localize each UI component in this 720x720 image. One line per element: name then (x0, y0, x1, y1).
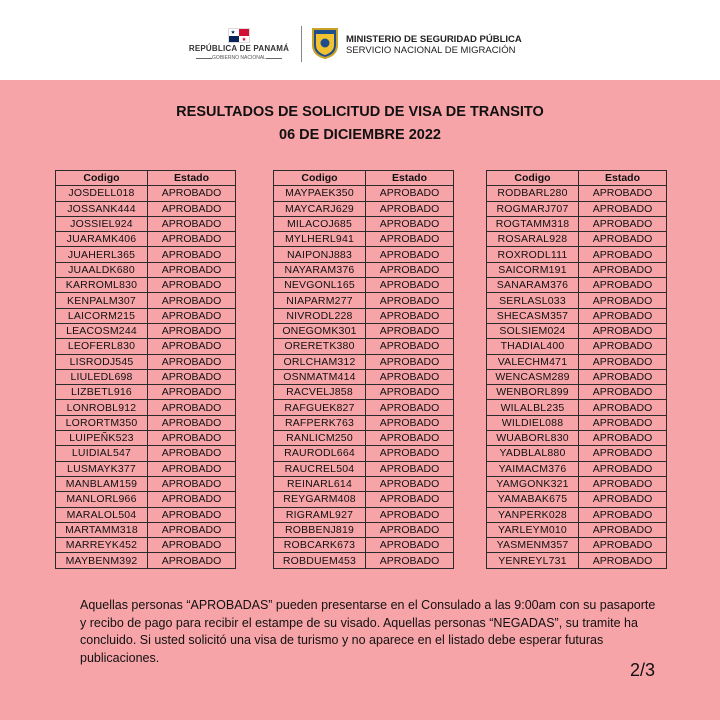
row-status: APROBADO (366, 385, 454, 400)
row-code: LUIDIAL547 (56, 446, 148, 461)
table-row (274, 522, 454, 537)
row-status: APROBADO (579, 476, 667, 491)
row-status: APROBADO (366, 262, 454, 277)
row-code: RANLICM250 (274, 431, 366, 446)
row-code: ROGMARJ707 (487, 201, 579, 216)
row-status: APROBADO (148, 278, 236, 293)
row-code: LAICORM215 (56, 308, 148, 323)
panama-flag-icon (228, 28, 250, 43)
row-status: APROBADO (148, 522, 236, 537)
table-row (274, 507, 454, 522)
table-row (487, 216, 667, 231)
table-row (487, 232, 667, 247)
table-row (487, 476, 667, 491)
row-status: APROBADO (366, 400, 454, 415)
row-code: JUAALDK680 (56, 262, 148, 277)
table-row (274, 339, 454, 354)
row-status: APROBADO (366, 446, 454, 461)
table-row (56, 247, 236, 262)
table-row (56, 446, 236, 461)
row-status: APROBADO (148, 400, 236, 415)
table-row (56, 461, 236, 476)
row-status: APROBADO (579, 354, 667, 369)
row-status: APROBADO (579, 186, 667, 201)
column-header-code: Codigo (274, 171, 366, 186)
row-code: NIVRODL228 (274, 308, 366, 323)
table-row (274, 354, 454, 369)
table-row (487, 262, 667, 277)
row-code: JOSDELL018 (56, 186, 148, 201)
table-row (56, 186, 236, 201)
row-status: APROBADO (579, 446, 667, 461)
table-row (274, 492, 454, 507)
table-row (56, 216, 236, 231)
row-status: APROBADO (579, 201, 667, 216)
row-code: WUABORL830 (487, 431, 579, 446)
row-status: APROBADO (579, 492, 667, 507)
row-code: MARALOL504 (56, 507, 148, 522)
row-code: SOLSIEM024 (487, 323, 579, 338)
row-status: APROBADO (579, 400, 667, 415)
table-row (487, 446, 667, 461)
row-code: JUAHERL365 (56, 247, 148, 262)
table-row (56, 476, 236, 491)
table-row (274, 476, 454, 491)
row-status: APROBADO (366, 369, 454, 384)
row-code: MANLORL966 (56, 492, 148, 507)
row-code: JOSSIEL924 (56, 216, 148, 231)
table-row (274, 431, 454, 446)
table-row (56, 293, 236, 308)
table-row (487, 400, 667, 415)
row-code: RACVELJ858 (274, 385, 366, 400)
table-row (487, 553, 667, 568)
table-row (487, 492, 667, 507)
table-row (56, 538, 236, 553)
row-status: APROBADO (148, 385, 236, 400)
row-status: APROBADO (366, 232, 454, 247)
row-status: APROBADO (366, 507, 454, 522)
row-status: APROBADO (579, 278, 667, 293)
row-status: APROBADO (148, 431, 236, 446)
row-code: SHECASM357 (487, 308, 579, 323)
migration-service-name: SERVICIO NACIONAL DE MIGRACIÓN (346, 45, 516, 56)
table-row (487, 354, 667, 369)
row-code: MILACOJ685 (274, 216, 366, 231)
row-code: RAUCREL504 (274, 461, 366, 476)
row-status: APROBADO (148, 369, 236, 384)
row-status: APROBADO (579, 262, 667, 277)
table-row (487, 385, 667, 400)
row-code: MYLHERL941 (274, 232, 366, 247)
table-row (56, 308, 236, 323)
row-code: THADIAL400 (487, 339, 579, 354)
row-code: RAFGUEK827 (274, 400, 366, 415)
table-row (274, 461, 454, 476)
row-status: APROBADO (579, 216, 667, 231)
row-code: SAICORM191 (487, 262, 579, 277)
row-status: APROBADO (148, 492, 236, 507)
column-header-status: Estado (366, 171, 454, 186)
row-code: NIAPARM277 (274, 293, 366, 308)
row-status: APROBADO (148, 262, 236, 277)
row-code: WENCASM289 (487, 369, 579, 384)
row-code: MAYCARJ629 (274, 201, 366, 216)
row-code: LUIPEÑK523 (56, 431, 148, 446)
table-row (56, 553, 236, 568)
row-code: OSNMATM414 (274, 369, 366, 384)
row-code: RODBARL280 (487, 186, 579, 201)
table-row (274, 278, 454, 293)
table-row (56, 522, 236, 537)
row-code: ROXRODL111 (487, 247, 579, 262)
table-row (274, 323, 454, 338)
row-status: APROBADO (366, 278, 454, 293)
row-status: APROBADO (148, 553, 236, 568)
row-status: APROBADO (579, 522, 667, 537)
table-row (56, 369, 236, 384)
row-code: RIGRAML927 (274, 507, 366, 522)
row-status: APROBADO (148, 308, 236, 323)
government-name: GOBIERNO NACIONAL (212, 55, 266, 61)
table-row (274, 385, 454, 400)
row-code: YARLEYM010 (487, 522, 579, 537)
table-row (56, 415, 236, 430)
row-status: APROBADO (148, 201, 236, 216)
row-status: APROBADO (148, 293, 236, 308)
row-status: APROBADO (366, 247, 454, 262)
table-row (274, 262, 454, 277)
row-code: ROBDUEM453 (274, 553, 366, 568)
table-row (487, 278, 667, 293)
row-status: APROBADO (366, 461, 454, 476)
row-status: APROBADO (579, 308, 667, 323)
table-row (56, 507, 236, 522)
row-code: LISRODJ545 (56, 354, 148, 369)
table-row (274, 186, 454, 201)
row-code: ONEGOMK301 (274, 323, 366, 338)
table-row (56, 339, 236, 354)
row-status: APROBADO (366, 492, 454, 507)
row-status: APROBADO (579, 385, 667, 400)
row-status: APROBADO (148, 216, 236, 231)
row-status: APROBADO (579, 247, 667, 262)
table-row (487, 369, 667, 384)
column-header-status: Estado (148, 171, 236, 186)
row-code: ROGTAMM318 (487, 216, 579, 231)
row-status: APROBADO (579, 415, 667, 430)
table-row (274, 216, 454, 231)
row-code: JUARAMK406 (56, 232, 148, 247)
row-status: APROBADO (148, 247, 236, 262)
row-code: WILDIEL088 (487, 415, 579, 430)
table-row (274, 201, 454, 216)
row-code: LIULEDL698 (56, 369, 148, 384)
results-table-1 (55, 170, 236, 569)
table-row (274, 446, 454, 461)
table-row (487, 308, 667, 323)
row-code: SANARAM376 (487, 278, 579, 293)
row-status: APROBADO (148, 323, 236, 338)
ministry-shield-icon (311, 27, 339, 59)
row-code: KENPALM307 (56, 293, 148, 308)
row-status: APROBADO (366, 522, 454, 537)
row-code: LONROBL912 (56, 400, 148, 415)
row-code: YAIMACM376 (487, 461, 579, 476)
row-code: YENREYL731 (487, 553, 579, 568)
table-row (56, 232, 236, 247)
table-row (56, 278, 236, 293)
row-code: LIZBETL916 (56, 385, 148, 400)
row-code: ROBBENJ819 (274, 522, 366, 537)
row-code: WILALBL235 (487, 400, 579, 415)
row-status: APROBADO (579, 323, 667, 338)
row-status: APROBADO (366, 293, 454, 308)
table-row (487, 186, 667, 201)
row-code: MAYBENM392 (56, 553, 148, 568)
row-status: APROBADO (148, 446, 236, 461)
table-row (56, 201, 236, 216)
row-code: REINARL614 (274, 476, 366, 491)
table-row (487, 339, 667, 354)
row-status: APROBADO (366, 339, 454, 354)
row-code: JOSSANK444 (56, 201, 148, 216)
row-code: LUSMAYK377 (56, 461, 148, 476)
row-code: SERLASL033 (487, 293, 579, 308)
table-row (274, 553, 454, 568)
table-row (274, 308, 454, 323)
table-row (487, 201, 667, 216)
table-row (56, 385, 236, 400)
row-status: APROBADO (366, 308, 454, 323)
row-status: APROBADO (366, 201, 454, 216)
row-status: APROBADO (148, 186, 236, 201)
document-date: 06 DE DICIEMBRE 2022 (279, 127, 441, 143)
table-row (487, 461, 667, 476)
table-row (487, 522, 667, 537)
row-status: APROBADO (366, 476, 454, 491)
row-status: APROBADO (148, 538, 236, 553)
document-title: RESULTADOS DE SOLICITUD DE VISA DE TRANSITO (176, 104, 544, 120)
row-status: APROBADO (579, 538, 667, 553)
row-code: KARROML830 (56, 278, 148, 293)
row-code: ROBCARK673 (274, 538, 366, 553)
table-row (274, 293, 454, 308)
row-status: APROBADO (148, 461, 236, 476)
ministry-name: MINISTERIO DE SEGURIDAD PÚBLICA (346, 34, 522, 45)
row-status: APROBADO (366, 323, 454, 338)
table-row (274, 415, 454, 430)
row-code: YASMENM357 (487, 538, 579, 553)
row-status: APROBADO (579, 507, 667, 522)
results-table-3 (486, 170, 667, 569)
table-row (487, 538, 667, 553)
row-status: APROBADO (366, 354, 454, 369)
row-code: ORLCHAM312 (274, 354, 366, 369)
row-status: APROBADO (579, 293, 667, 308)
row-status: APROBADO (366, 186, 454, 201)
row-status: APROBADO (366, 216, 454, 231)
row-code: MARTAMM318 (56, 522, 148, 537)
row-status: APROBADO (366, 415, 454, 430)
row-status: APROBADO (148, 354, 236, 369)
table-row (56, 431, 236, 446)
row-code: NAIPONJ883 (274, 247, 366, 262)
row-status: APROBADO (579, 232, 667, 247)
table-row (56, 354, 236, 369)
table-row (274, 369, 454, 384)
row-code: WENBORL899 (487, 385, 579, 400)
row-code: ORERETK380 (274, 339, 366, 354)
table-row (56, 492, 236, 507)
table-row (274, 538, 454, 553)
row-status: APROBADO (366, 553, 454, 568)
table-row (56, 323, 236, 338)
row-code: RAFPERK763 (274, 415, 366, 430)
header-separator (301, 26, 302, 62)
column-header-status: Estado (579, 171, 667, 186)
table-row (274, 400, 454, 415)
row-code: LEACOSM244 (56, 323, 148, 338)
page-number: 2/3 (630, 660, 656, 680)
table-row (487, 507, 667, 522)
header-bar (0, 0, 720, 80)
instructions-note: Aquellas personas “APROBADAS” pueden presentarse en el Consulado a las 9:00am con su pasaporte y recibo de pago para recibir el estampe de su visado. Aquellas personas “NEGADAS”, su tramite ha concluido. Si usted solicitó una visa de turismo y no aparece en el listado debe esperar futuras publicaciones. (80, 598, 656, 665)
row-status: APROBADO (148, 476, 236, 491)
results-table-2 (273, 170, 454, 569)
table-row (274, 247, 454, 262)
row-code: MAYPAEK350 (274, 186, 366, 201)
row-code: YAMABAK675 (487, 492, 579, 507)
row-status: APROBADO (366, 538, 454, 553)
row-status: APROBADO (148, 415, 236, 430)
row-code: REYGARM408 (274, 492, 366, 507)
row-status: APROBADO (579, 431, 667, 446)
row-code: YANPERK028 (487, 507, 579, 522)
row-status: APROBADO (579, 553, 667, 568)
table-row (274, 232, 454, 247)
row-code: ROSARAL928 (487, 232, 579, 247)
table-row (56, 400, 236, 415)
table-row (487, 247, 667, 262)
row-code: NAYARAM376 (274, 262, 366, 277)
table-row (487, 293, 667, 308)
row-code: VALECHM471 (487, 354, 579, 369)
row-status: APROBADO (579, 461, 667, 476)
column-header-code: Codigo (487, 171, 579, 186)
row-status: APROBADO (148, 232, 236, 247)
row-code: RAURODL664 (274, 446, 366, 461)
row-status: APROBADO (579, 369, 667, 384)
table-row (487, 431, 667, 446)
table-row (56, 262, 236, 277)
row-code: YAMGONK321 (487, 476, 579, 491)
table-row (487, 415, 667, 430)
row-code: LORORTM350 (56, 415, 148, 430)
row-status: APROBADO (148, 339, 236, 354)
row-code: MANBLAM159 (56, 476, 148, 491)
row-status: APROBADO (148, 507, 236, 522)
column-header-code: Codigo (56, 171, 148, 186)
row-code: NEVGONL165 (274, 278, 366, 293)
row-status: APROBADO (366, 431, 454, 446)
row-code: MARREYK452 (56, 538, 148, 553)
table-row (487, 323, 667, 338)
row-code: YADBLAL880 (487, 446, 579, 461)
row-status: APROBADO (579, 339, 667, 354)
republic-name: REPÚBLICA DE PANAMÁ (188, 44, 290, 53)
row-code: LEOFERL830 (56, 339, 148, 354)
